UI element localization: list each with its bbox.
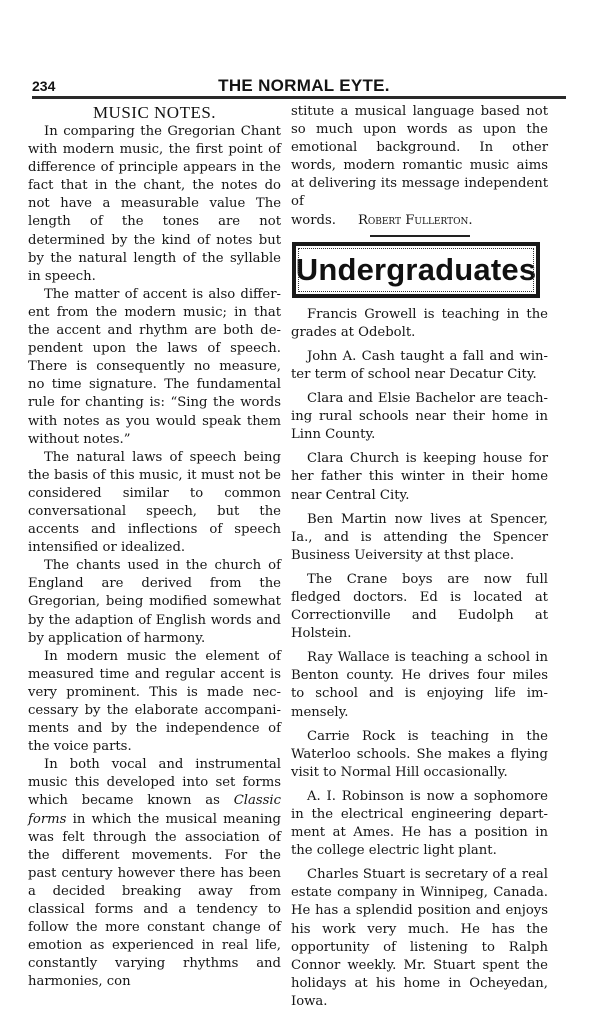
news-item: The Crane boys are now full fledged doctors. Ed is located at Correctionville and Eudolph at Holstein. — [291, 571, 548, 642]
section-divider — [370, 235, 470, 237]
music-notes-paragraph: In modern music the element of measured time and regular accent is very prominent. This is made neccessary by the elaborate accompaniments and by the independence of the voice parts. — [28, 648, 281, 755]
left-column — [28, 103, 281, 992]
signature-line — [291, 212, 548, 230]
music-notes-paragraph: In comparing the Gregorian Chant with modern music, the first point of difference of principle appears in the fact that in the chant, the notes do not have a measurable value The length of the tones are not determined by the kind of notes but by the natural length of the syllable in speech. — [28, 124, 281, 284]
undergraduates-title: Undergraduates — [295, 251, 537, 287]
news-item: John A. Cash taught a fall and winter term of school near Decatur City. — [291, 348, 548, 382]
music-notes-title: MUSIC NOTES. — [92, 103, 217, 122]
news-item: A. I. Robinson is now a sophomore in the electrical engineering department at Ames. He has a position in the college electric light plant. — [291, 788, 548, 859]
author-signature: Robert Fullerton. — [357, 212, 473, 228]
undergraduates-heading-box — [292, 242, 540, 298]
music-notes-paragraph: The matter of accent is also different from the modern music; in that the accent and rhythm are both dependent upon the laws of speech. There is consequently no measure, no time signature. The fundamental rule for chanting is: “Sing the words with notes as you would speak them without notes.” — [28, 286, 281, 447]
news-item: Ray Wallace is teaching a school in Benton county. He drives four miles to school and is enjoying life immensely. — [291, 650, 548, 720]
news-item: Carrie Rock is teaching in the Waterloo schools. She makes a flying visit to Normal Hill occasionally. — [291, 728, 548, 780]
music-notes-continuation: stitute a musical language based not so much upon words as upon the emotional background. In other words, modern romantic music aims at delivering its message independent of — [291, 104, 548, 210]
page-number: 234 — [32, 78, 56, 94]
music-notes-paragraph: The natural laws of speech being the basis of this music, it must not be considered similar to common conversational speech, but the accents and inflections of speech intensified or idealized. — [28, 449, 281, 556]
music-notes-paragraph — [28, 756, 281, 991]
music-notes-paragraph: The chants used in the church of England are derived from the Gregorian, being modified somewhat by the adaption of English words and by application of harmony. — [28, 558, 281, 646]
italic-term: Classic forms — [28, 793, 281, 827]
news-item: Ben Martin now lives at Spencer, Ia., and is attending the Spencer Business Ueiversity at thst place. — [291, 511, 548, 563]
text-run: in which the musical meaning was felt through the association of the different movements. For the past century however there has been a decided breaking away from classical forms and a tendency to follow the more constant change of emotion as experienced in real life, constantly varying rhythms and harmonies, con — [28, 811, 281, 990]
news-item: Charles Stuart is secretary of a real estate company in Winnipeg, Canada. He has a splendid position and enjoys his work very much. He has the opportunity of listening to Ralph Connor weekly. Mr. Stuart spent the holidays at his home in Ocheyedan, Iowa. — [291, 867, 548, 1009]
news-item: Francis Growell is teaching in the grades at Odebolt. — [291, 306, 548, 340]
right-column — [291, 103, 548, 1017]
news-item: Clara Church is keeping house for her father this winter in their home near Central City. — [291, 451, 548, 503]
text-run: In both vocal and instrumental music this developed into set forms which became known as — [28, 757, 281, 809]
header-rule — [32, 96, 566, 99]
last-word: words. — [291, 212, 336, 228]
news-item: Clara and Elsie Bachelor are teaching rural schools near their home in Linn County. — [291, 391, 548, 443]
running-head: THE NORMAL EYTE. — [218, 76, 390, 95]
